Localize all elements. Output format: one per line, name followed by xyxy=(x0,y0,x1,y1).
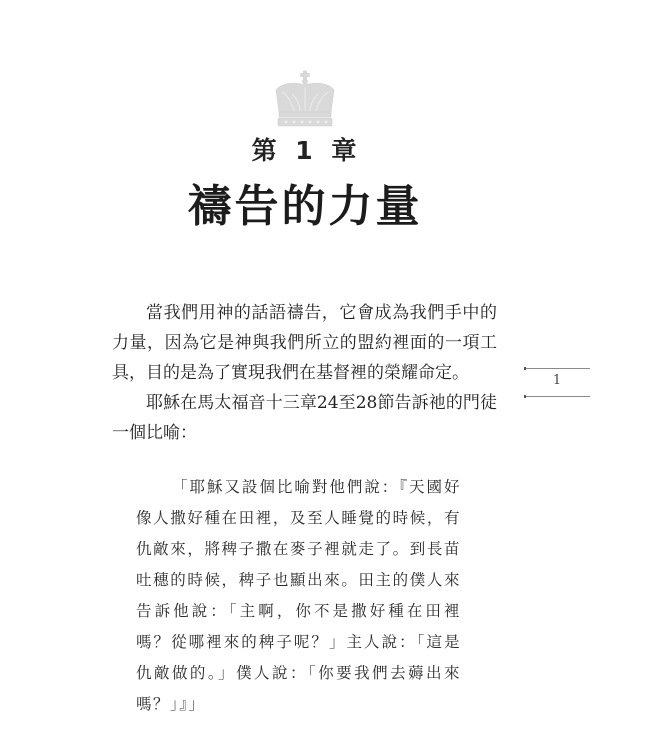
page-rule-bottom xyxy=(524,396,590,397)
chapter-title: 禱告的力量 xyxy=(187,181,423,232)
scripture-quote xyxy=(136,472,461,720)
paragraph-text: 當我們用神的話語禱告，它會成為我們手中的力量，因為它是神與我們所立的盟約裡面的一項工具，目的是為了實現我們在基督裡的榮耀命定。 xyxy=(112,303,497,383)
paragraph-text: 耶穌在馬太福音十三章24至28節告訴祂的門徒一個比喻： xyxy=(112,393,497,443)
crown-icon xyxy=(272,70,338,128)
chapter-label: 第 1 章 xyxy=(251,136,359,165)
page-number: 1 xyxy=(552,373,562,388)
quote-text: 「耶穌又設個比喻對他們說：『天國好像人撒好種在田裡，及至人睡覺的時候，有仇敵來，將稗子撒在麥子裡就走了。到長苗吐穗的時候，稗子也顯出來。田主的僕人來告訴他說：「主啊，你不是撒好種在田裡嗎？從哪裡來的稗子呢？」主人說：「這是仇敵做的。」僕人說：「你要我們去薅出來嗎？」』」 xyxy=(136,478,461,713)
page-number-marker xyxy=(524,367,590,397)
page-rule-top xyxy=(524,368,590,369)
body-paragraph-2 xyxy=(112,388,497,448)
body-paragraph-1 xyxy=(112,298,497,388)
